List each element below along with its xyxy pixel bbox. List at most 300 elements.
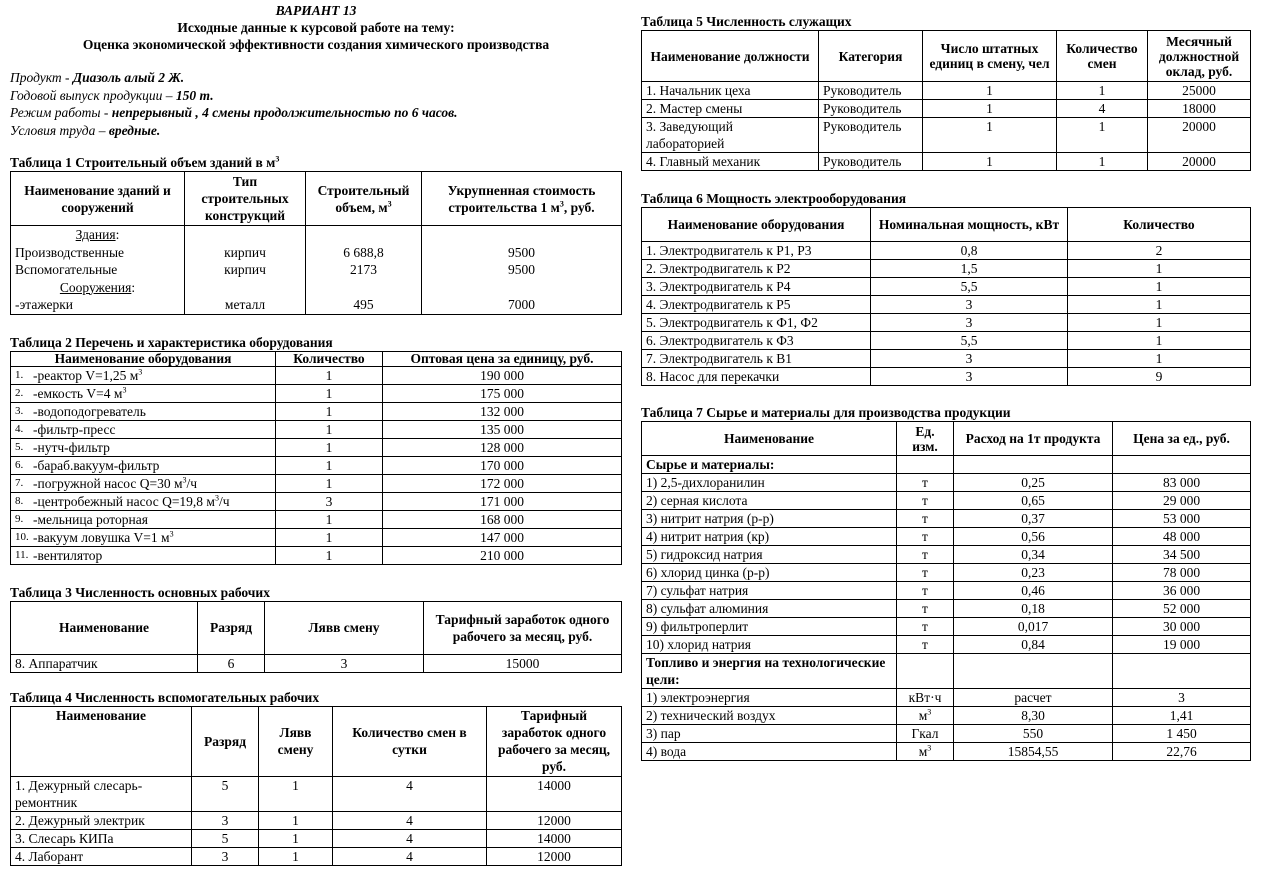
t7-row-use: расчет [954, 689, 1113, 707]
table-row [642, 100, 1251, 118]
table-row [11, 366, 622, 384]
t2-row-name-text: -фильтр-пресс [33, 421, 116, 437]
t6-row-name: 6. Электродвигатель к Ф3 [642, 332, 871, 350]
intro-product-label: Продукт - [10, 70, 73, 85]
t5-row-salary: 25000 [1148, 82, 1251, 100]
t7-row-name: 1) 2,5-дихлоранилин [642, 474, 897, 492]
table-row [642, 564, 1251, 582]
t2-row-name-text: -вакуум ловушка V=1 м [33, 529, 170, 545]
left-column [10, 0, 622, 866]
t2-row-qty: 1 [276, 456, 383, 474]
right-column [641, 0, 1251, 761]
t2-row-qty: 1 [276, 384, 383, 402]
t7-row-unit-sup: 3 [927, 707, 932, 717]
t4-header-grade: Разряд [192, 706, 259, 776]
t7-row-unit [897, 564, 954, 582]
intro-output-value: 150 т. [175, 87, 214, 103]
t1-header-cost-text: Укрупненная стоимость строительства 1 м [447, 182, 596, 215]
t1-header-cost-sup: 3 [559, 199, 564, 208]
t7-row-name: 10) хлорид натрия [642, 636, 897, 654]
t2-row-name-text: -нутч-фильтр [33, 439, 110, 455]
table-row [642, 153, 1251, 171]
t4-row-shifts: 4 [333, 829, 487, 847]
t2-header-qty: Количество [276, 351, 383, 366]
t6-row-power: 0,8 [871, 242, 1068, 260]
t3-row1-salary: 15000 [424, 654, 622, 672]
t7-row-unit-text: кВт·ч [908, 690, 942, 705]
table-row [642, 492, 1251, 510]
table6-title: Таблица 6 Мощность электрооборудования [641, 191, 907, 206]
t4-row-per-shift: 1 [259, 847, 333, 865]
t2-row-price: 190 000 [383, 366, 622, 384]
t5-row-category: Руководитель [819, 153, 923, 171]
t2-row-name-text: -мельница роторная [33, 511, 148, 527]
t2-row-name-tail: /ч [218, 493, 230, 509]
t7-row-use: 550 [954, 725, 1113, 743]
t1-row1-name: Производственные [15, 244, 125, 260]
t1-row2-cost: 9500 [508, 262, 535, 277]
table1-title-text: Таблица 1 Строительный объем зданий в м [10, 155, 276, 170]
t6-row-name: 7. Электродвигатель к В1 [642, 350, 871, 368]
table-row [11, 384, 622, 402]
t2-row-qty: 1 [276, 546, 383, 564]
t6-row-qty: 9 [1068, 368, 1251, 386]
t5-row-units: 1 [923, 100, 1057, 118]
t6-row-power: 5,5 [871, 332, 1068, 350]
t2-row-name-text: -емкость V=4 м [33, 385, 123, 401]
t5-row-category: Руководитель [819, 100, 923, 118]
t5-header-shifts: Количество смен [1057, 31, 1148, 82]
table3 [10, 601, 622, 673]
t2-row-name [29, 402, 276, 420]
t7-row-use: 0,46 [954, 582, 1113, 600]
table-row [11, 528, 622, 546]
t7-row-price: 1 450 [1113, 725, 1251, 743]
t4-row-shifts: 4 [333, 776, 487, 811]
t3-header-per-shift: Лявв смену [265, 601, 424, 654]
table-row [11, 546, 622, 564]
table-row [642, 725, 1251, 743]
t7-row-name: 8) сульфат алюминия [642, 600, 897, 618]
t4-row-per-shift: 1 [259, 811, 333, 829]
t2-row-number: 10. [11, 528, 30, 546]
t6-row-power: 3 [871, 350, 1068, 368]
t7-row-price: 1,41 [1113, 707, 1251, 725]
t3-header-salary: Тарифный заработок одного рабочего за месяц, руб. [424, 601, 622, 654]
t4-row-salary: 12000 [487, 847, 622, 865]
t7-row-price: 3 [1113, 689, 1251, 707]
t6-row-qty: 2 [1068, 242, 1251, 260]
t2-row-name [29, 546, 276, 564]
t1-row2-name: Вспомогательные [15, 262, 118, 277]
t7-group-materials: Сырье и материалы: [642, 456, 897, 474]
table-row [11, 811, 622, 829]
t2-row-name [29, 420, 276, 438]
t2-row-name [29, 528, 276, 546]
t7-row-use: 8,30 [954, 707, 1113, 725]
t1-names-cell [11, 226, 185, 315]
t4-row-shifts: 4 [333, 847, 487, 865]
table-row [642, 314, 1251, 332]
t7-row-unit-text: т [922, 601, 928, 616]
table1-title-sup: 3 [275, 154, 280, 164]
table-row [11, 438, 622, 456]
t2-row-price: 135 000 [383, 420, 622, 438]
t7-row-price: 30 000 [1113, 618, 1251, 636]
table-row [642, 474, 1251, 492]
t6-row-qty: 1 [1068, 260, 1251, 278]
intro-mode-value: непрерывный , 4 смены продолжительностью по 6 часов. [111, 105, 458, 120]
t6-header-name: Наименование оборудования [642, 208, 871, 242]
t1-row1-cost: 9500 [508, 244, 535, 260]
table-row [11, 510, 622, 528]
intro-output [10, 87, 622, 105]
t2-row-price: 175 000 [383, 384, 622, 402]
t2-row-price: 170 000 [383, 456, 622, 474]
t1-types-cell [185, 226, 306, 315]
table-row [11, 829, 622, 847]
t6-row-qty: 1 [1068, 278, 1251, 296]
t7-header-price: Цена за ед., руб. [1113, 422, 1251, 456]
table2-title: Таблица 2 Перечень и характеристика оборудования [10, 334, 333, 350]
header-line-2: Оценка экономической эффективности создания химического производства [82, 37, 550, 52]
t7-empty-cell [1113, 654, 1251, 689]
t7-row-name: 9) фильтроперлит [642, 618, 897, 636]
t7-row-unit-text: т [922, 565, 928, 580]
table-row [642, 689, 1251, 707]
t1-volumes-cell [306, 226, 422, 315]
t7-row-name: 2) технический воздух [642, 707, 897, 725]
t7-row-name: 2) серная кислота [642, 492, 897, 510]
table-row [642, 707, 1251, 725]
intro-cond-label: Условия труда – [10, 122, 109, 138]
t6-row-power: 5,5 [871, 278, 1068, 296]
t7-row-price: 34 500 [1113, 546, 1251, 564]
t4-row-salary: 14000 [487, 776, 622, 811]
t6-row-name: 4. Электродвигатель к Р5 [642, 296, 871, 314]
t2-row-number: 8. [11, 492, 30, 510]
t2-row-qty: 1 [276, 438, 383, 456]
t2-header-name: Наименование оборудования [11, 351, 276, 366]
t4-row-name: 4. Лаборант [11, 847, 192, 865]
table-row [642, 332, 1251, 350]
t2-row-qty: 1 [276, 528, 383, 546]
intro-mode [10, 104, 622, 122]
t2-row-name-sup: 3 [182, 475, 187, 484]
table-row [642, 654, 1251, 689]
t2-row-name-sup: 3 [138, 367, 143, 376]
intro-conditions [10, 122, 622, 140]
t5-row-category: Руководитель [819, 118, 923, 153]
variant-title: ВАРИАНТ 13 [275, 3, 357, 18]
table-row [642, 510, 1251, 528]
t1-row2-type: кирпич [224, 262, 266, 277]
t2-row-name [29, 456, 276, 474]
table4 [10, 706, 622, 866]
t7-row-unit [897, 528, 954, 546]
t7-row-unit [897, 582, 954, 600]
t5-row-shifts: 4 [1057, 100, 1148, 118]
t7-row-use: 0,25 [954, 474, 1113, 492]
t2-row-number: 11. [11, 546, 30, 564]
t2-row-name-tail: /ч [186, 475, 198, 491]
table-row [642, 456, 1251, 474]
table-row [11, 776, 622, 811]
t1-group-structures: Сооружения: [59, 279, 136, 295]
t1-header-type: Тип строительных конструкций [185, 172, 306, 226]
t7-empty-cell [897, 456, 954, 474]
t5-row-category: Руководитель [819, 82, 923, 100]
t2-row-name-sup: 3 [122, 385, 127, 394]
t5-header-salary: Месячный должностной оклад, руб. [1148, 31, 1251, 82]
t7-row-name: 3) пар [642, 725, 897, 743]
t7-row-unit [897, 600, 954, 618]
table-row [642, 582, 1251, 600]
t7-row-use: 0,34 [954, 546, 1113, 564]
t7-row-unit [897, 636, 954, 654]
t5-row-name: 1. Начальник цеха [642, 82, 819, 100]
t2-row-name [29, 438, 276, 456]
table-row [11, 474, 622, 492]
t7-row-use: 0,23 [954, 564, 1113, 582]
table-row [642, 118, 1251, 153]
table-row [642, 618, 1251, 636]
t6-row-qty: 1 [1068, 296, 1251, 314]
t2-header-price: Оптовая цена за единицу, руб. [383, 351, 622, 366]
intro-block [10, 69, 622, 139]
t3-header-name: Наименование [11, 601, 198, 654]
t2-row-price: 128 000 [383, 438, 622, 456]
t7-row-unit [897, 546, 954, 564]
t2-row-price: 132 000 [383, 402, 622, 420]
t3-row1-grade: 6 [198, 654, 265, 672]
t7-row-price: 36 000 [1113, 582, 1251, 600]
t6-header-qty: Количество [1068, 208, 1251, 242]
table-row [642, 368, 1251, 386]
t5-row-salary: 18000 [1148, 100, 1251, 118]
t4-row-name: 1. Дежурный слесарь-ремонтник [11, 776, 192, 811]
t7-row-price: 19 000 [1113, 636, 1251, 654]
t7-row-name: 1) электроэнергия [642, 689, 897, 707]
t4-row-grade: 3 [192, 811, 259, 829]
t2-row-price: 172 000 [383, 474, 622, 492]
t5-row-units: 1 [923, 153, 1057, 171]
t4-row-name: 3. Слесарь КИПа [11, 829, 192, 847]
t4-row-per-shift: 1 [259, 776, 333, 811]
t1-header-cost-tail: , руб. [563, 199, 595, 215]
t7-row-use: 0,017 [954, 618, 1113, 636]
t7-row-use: 0,18 [954, 600, 1113, 618]
table5 [641, 30, 1251, 171]
table-row [642, 528, 1251, 546]
t6-row-qty: 1 [1068, 350, 1251, 368]
t2-row-number: 5. [11, 438, 30, 456]
t2-row-number: 4. [11, 420, 30, 438]
table1-title [10, 155, 622, 170]
t2-row-number: 6. [11, 456, 30, 474]
t6-row-power: 3 [871, 296, 1068, 314]
t6-row-power: 3 [871, 368, 1068, 386]
t4-row-salary: 14000 [487, 829, 622, 847]
t7-row-use: 0,65 [954, 492, 1113, 510]
t7-row-unit-sup: 3 [927, 743, 932, 753]
t2-row-name-text: -вентилятор [33, 547, 103, 563]
t4-row-grade: 5 [192, 776, 259, 811]
t7-row-unit [897, 707, 954, 725]
intro-product-value: Диазоль алый 2 Ж. [72, 70, 185, 85]
table-row [642, 82, 1251, 100]
t2-row-name-sup: 3 [169, 529, 174, 538]
table2 [10, 351, 622, 565]
header-line-1: Исходные данные к курсовой работе на тему: [177, 20, 455, 35]
t7-row-name: 3) нитрит натрия (р-р) [642, 510, 897, 528]
t7-row-name: 4) вода [642, 743, 897, 761]
t2-row-number: 7. [11, 474, 30, 492]
t7-row-unit-text: т [922, 493, 928, 508]
t6-row-name: 8. Насос для перекачки [642, 368, 871, 386]
t7-row-unit [897, 725, 954, 743]
t7-row-unit-text: т [922, 637, 928, 652]
table1 [10, 171, 622, 315]
t5-row-name: 2. Мастер смены [642, 100, 819, 118]
table-row [642, 296, 1251, 314]
t1-row3-name: -этажерки [15, 297, 74, 312]
t7-row-price: 29 000 [1113, 492, 1251, 510]
t7-row-unit [897, 689, 954, 707]
t7-header-name: Наименование [642, 422, 897, 456]
t6-row-qty: 1 [1068, 332, 1251, 350]
table-row [11, 654, 622, 672]
t5-row-salary: 20000 [1148, 153, 1251, 171]
t2-row-qty: 1 [276, 510, 383, 528]
t7-row-unit [897, 492, 954, 510]
t7-row-name: 4) нитрит натрия (кр) [642, 528, 897, 546]
t2-row-name-text: -реактор V=1,25 м [33, 367, 139, 383]
t4-header-shifts: Количество смен в сутки [333, 706, 487, 776]
table-row [11, 456, 622, 474]
t6-row-name: 2. Электродвигатель к Р2 [642, 260, 871, 278]
t7-row-name: 5) гидроксид натрия [642, 546, 897, 564]
t1-group-buildings: Здания: [75, 227, 120, 242]
t7-row-unit [897, 618, 954, 636]
intro-product [10, 69, 622, 87]
t7-row-price: 78 000 [1113, 564, 1251, 582]
t2-row-name [29, 366, 276, 384]
t7-empty-cell [954, 654, 1113, 689]
t2-row-qty: 1 [276, 420, 383, 438]
table5-title: Таблица 5 Численность служащих [641, 14, 852, 29]
t5-row-units: 1 [923, 82, 1057, 100]
t2-row-number: 9. [11, 510, 30, 528]
t6-row-name: 5. Электродвигатель к Ф1, Ф2 [642, 314, 871, 332]
t2-row-number: 3. [11, 402, 30, 420]
t7-empty-cell [897, 654, 954, 689]
t6-row-name: 3. Электродвигатель к Р4 [642, 278, 871, 296]
t7-row-unit-text: т [922, 547, 928, 562]
table-row [642, 242, 1251, 260]
t2-row-name [29, 384, 276, 402]
table-row [642, 743, 1251, 761]
t7-row-unit-text: т [922, 529, 928, 544]
t2-row-name-text: -центробежный насос Q=19,8 м [33, 493, 215, 509]
t1-row3-volume: 495 [353, 297, 374, 312]
t7-row-unit-text: т [922, 583, 928, 598]
t7-row-use: 0,84 [954, 636, 1113, 654]
t6-row-qty: 1 [1068, 314, 1251, 332]
intro-output-label: Годовой выпуск продукции – [10, 87, 176, 103]
t2-row-name-sup: 3 [214, 493, 219, 502]
t7-row-price: 53 000 [1113, 510, 1251, 528]
t4-row-grade: 3 [192, 847, 259, 865]
t3-header-grade: Разряд [198, 601, 265, 654]
t2-row-qty: 1 [276, 402, 383, 420]
table-row [642, 636, 1251, 654]
t1-row1-volume: 6 688,8 [343, 244, 384, 260]
t6-row-name: 1. Электродвигатель к Р1, Р3 [642, 242, 871, 260]
t7-empty-cell [954, 456, 1113, 474]
table7-title: Таблица 7 Сырье и материалы для производства продукции [641, 405, 1011, 420]
t2-row-price: 171 000 [383, 492, 622, 510]
t2-row-qty: 1 [276, 366, 383, 384]
table-row [642, 350, 1251, 368]
t6-row-power: 3 [871, 314, 1068, 332]
table-row [642, 600, 1251, 618]
t2-row-name [29, 492, 276, 510]
t7-row-unit-text: т [922, 619, 928, 634]
t7-row-use: 15854,55 [954, 743, 1113, 761]
t4-row-grade: 5 [192, 829, 259, 847]
t2-row-number: 1. [11, 366, 30, 384]
t7-row-unit-text: м [918, 708, 928, 723]
t3-row1-name: 8. Аппаратчик [11, 654, 198, 672]
t2-row-number: 2. [11, 384, 30, 402]
t1-group-buildings-text: Здания [75, 227, 116, 242]
t4-row-salary: 12000 [487, 811, 622, 829]
t5-row-units: 1 [923, 118, 1057, 153]
t6-header-power: Номинальная мощность, кВт [871, 208, 1068, 242]
t7-row-unit [897, 743, 954, 761]
table-row [642, 546, 1251, 564]
t7-row-unit-text: т [922, 511, 928, 526]
t7-row-unit [897, 510, 954, 528]
table-row [642, 278, 1251, 296]
t4-header-per-shift: Лявв смену [259, 706, 333, 776]
intro-mode-label: Режим работы - [10, 105, 112, 120]
t1-row1-type: кирпич [224, 244, 266, 260]
t7-row-price: 52 000 [1113, 600, 1251, 618]
table-row [11, 847, 622, 865]
t1-header-name: Наименование зданий и сооружений [11, 172, 185, 226]
t5-header-name: Наименование должности [642, 31, 819, 82]
t1-costs-cell [422, 226, 622, 315]
t1-header-volume-sup: 3 [387, 199, 392, 208]
t2-row-name-text: -бараб.вакуум-фильтр [33, 457, 160, 473]
t4-row-shifts: 4 [333, 811, 487, 829]
t2-row-name [29, 474, 276, 492]
t2-row-name-text: -погружной насос Q=30 м [33, 475, 183, 491]
table-row [11, 492, 622, 510]
table7 [641, 421, 1251, 761]
t7-row-price: 22,76 [1113, 743, 1251, 761]
t5-row-shifts: 1 [1057, 118, 1148, 153]
t5-header-units: Число штатных единиц в смену, чел [923, 31, 1057, 82]
t7-row-name: 6) хлорид цинка (р-р) [642, 564, 897, 582]
intro-cond-value: вредные. [108, 122, 161, 138]
t4-row-name: 2. Дежурный электрик [11, 811, 192, 829]
t7-row-use: 0,37 [954, 510, 1113, 528]
t7-row-use: 0,56 [954, 528, 1113, 546]
t3-row1-per-shift: 3 [265, 654, 424, 672]
